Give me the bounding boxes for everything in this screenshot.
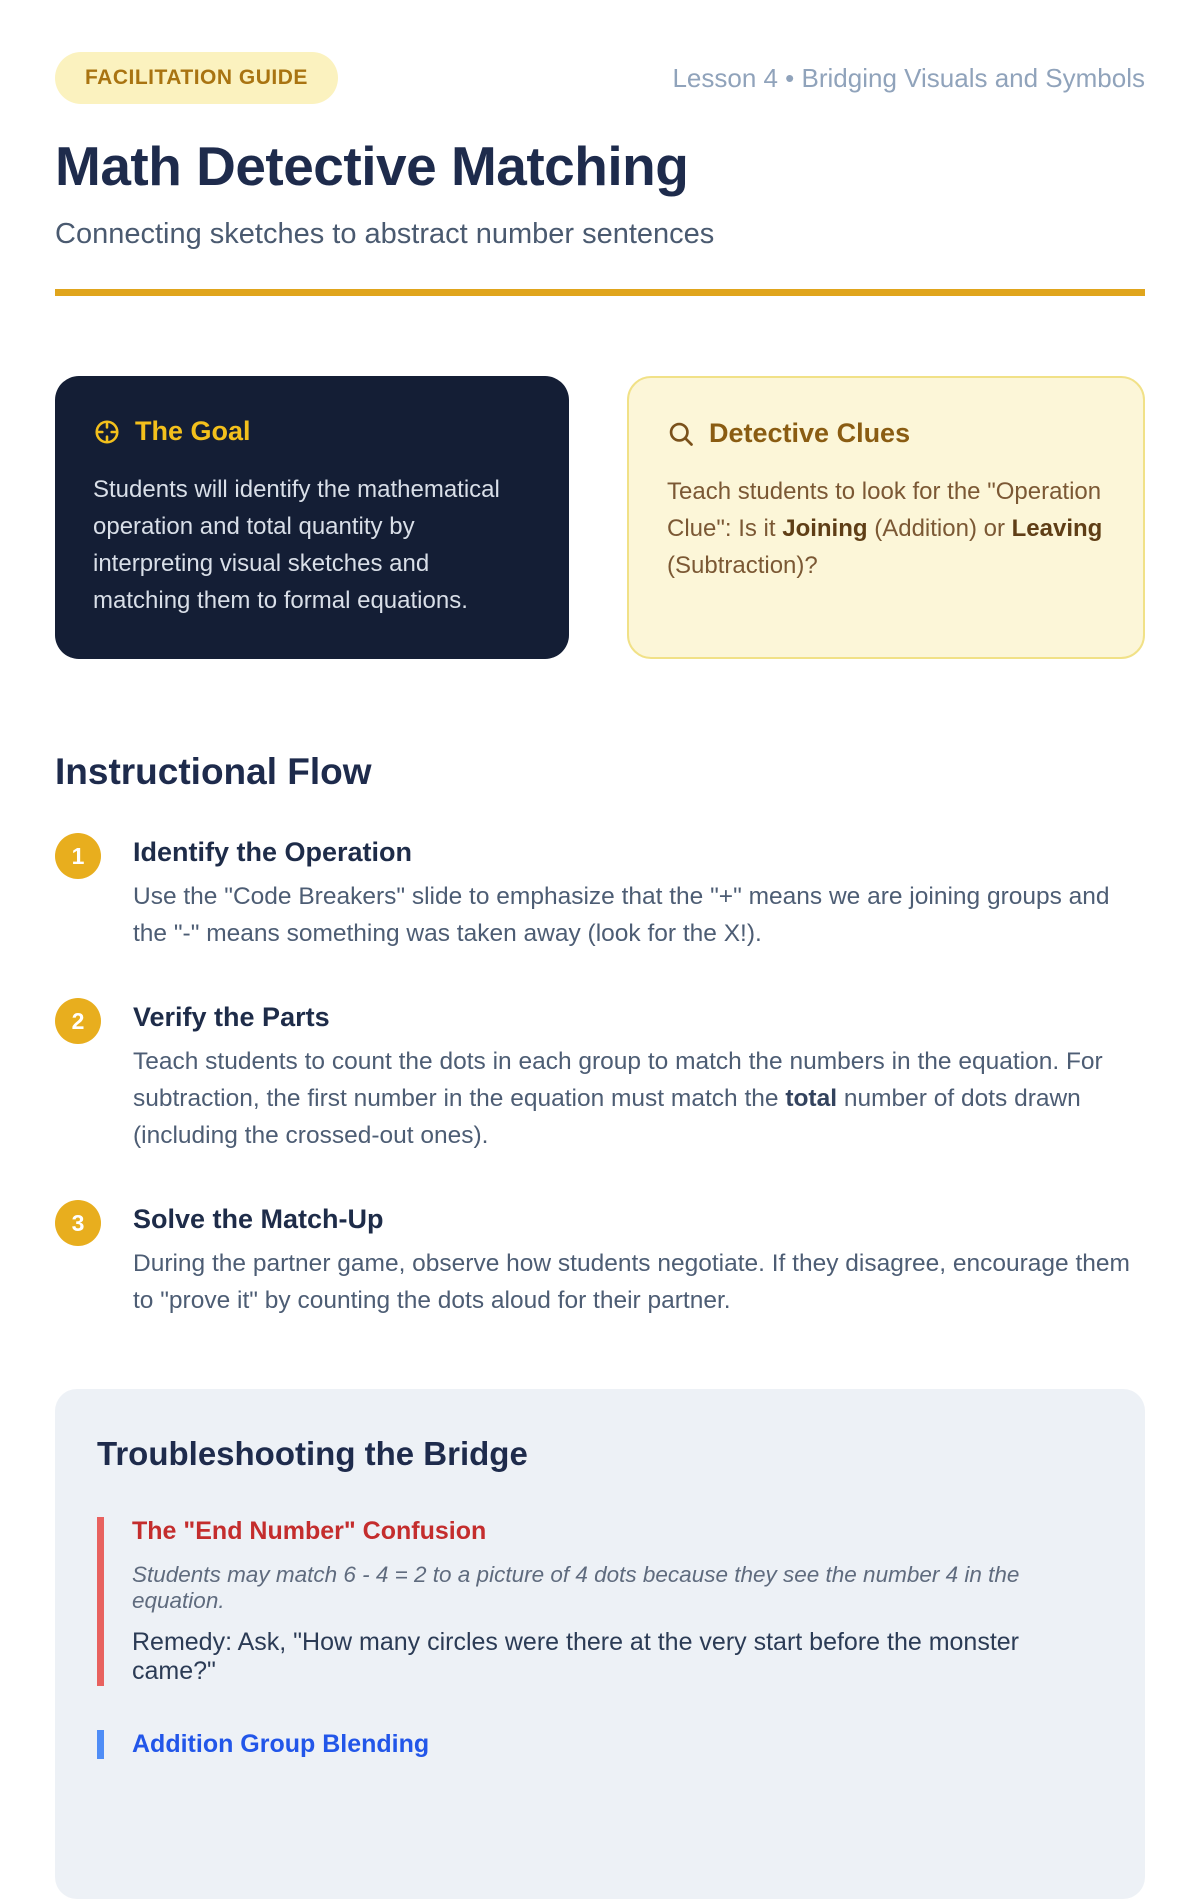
page-header	[55, 0, 1145, 104]
instructional-flow-heading: Instructional Flow	[55, 751, 372, 792]
issue-1-remedy: Remedy: Ask, "How many circles were there at the very start before the monster came?"	[132, 1628, 1019, 1685]
issue-1-description: Students may match 6 - 4 = 2 to a picture of 4 dots because they see the number 4 in the equation.	[132, 1562, 1020, 1613]
step-2-title: Verify the Parts	[133, 1002, 330, 1032]
page-subtitle: Connecting sketches to abstract number sentences	[55, 218, 715, 250]
step-3-body: During the partner game, observe how students negotiate. If they disagree, encourage them to "prove it" by counting the dots aloud for their partner.	[133, 1250, 1130, 1314]
goal-card-title: The Goal	[135, 416, 251, 446]
troubleshooting-card	[55, 1389, 1145, 1899]
instructional-steps	[55, 833, 1145, 1319]
goal-card-body: Students will identify the mathematical operation and total quantity by interpreting visual sketches and matching them to formal equations.	[93, 476, 500, 614]
step-2-bold-total: total	[785, 1085, 838, 1112]
clues-text-post: (Subtraction)?	[667, 552, 818, 579]
step-3	[55, 1200, 1145, 1319]
issue-1-title: The "End Number" Confusion	[132, 1517, 487, 1545]
clues-card	[627, 376, 1145, 659]
gold-divider	[55, 289, 1145, 296]
clues-card-title: Detective Clues	[709, 418, 911, 448]
troubleshooting-heading: Troubleshooting the Bridge	[97, 1435, 528, 1472]
step-2-text-pre: Teach students to count the dots in each group to match the numbers in the equation. For subtraction, the first number in the equation must match the	[133, 1048, 1103, 1112]
clues-bold-joining: Joining	[782, 515, 868, 542]
magnifier-icon	[667, 420, 695, 448]
goal-card-heading	[93, 416, 531, 447]
step-1-content	[133, 833, 1145, 952]
step-1-body: Use the "Code Breakers" slide to emphasize that the "+" means we are joining groups and the "-" means something was taken away (look for the X!).	[133, 883, 1110, 947]
guide-type-badge: FACILITATION GUIDE	[55, 52, 338, 104]
clues-text-pre: Teach students to look for the "Operation Clue": Is it	[667, 478, 1102, 542]
clues-card-body	[667, 473, 1105, 584]
step-2-body	[133, 1043, 1145, 1154]
step-3-number-badge: 3	[55, 1200, 101, 1246]
step-2-text-post: number of dots drawn (including the crossed-out ones).	[133, 1085, 1081, 1149]
lesson-breadcrumb: Lesson 4 • Bridging Visuals and Symbols	[672, 62, 1145, 93]
page-title: Math Detective Matching	[55, 135, 689, 197]
issue-end-number-confusion	[97, 1517, 1103, 1686]
step-1-title: Identify the Operation	[133, 837, 413, 867]
step-3-content	[133, 1200, 1145, 1319]
summary-cards	[55, 376, 1145, 659]
issue-2-title: Addition Group Blending	[132, 1730, 430, 1758]
step-2	[55, 998, 1145, 1154]
step-1-number-badge: 1	[55, 833, 101, 879]
step-3-title: Solve the Match-Up	[133, 1204, 384, 1234]
step-2-content	[133, 998, 1145, 1154]
clues-card-heading	[667, 418, 1105, 449]
step-2-number-badge: 2	[55, 998, 101, 1044]
clues-text-mid: (Addition) or	[867, 515, 1012, 542]
step-1	[55, 833, 1145, 952]
target-icon	[93, 418, 121, 446]
issue-addition-group-blending	[97, 1730, 1103, 1759]
goal-card	[55, 376, 569, 659]
clues-bold-leaving: Leaving	[1011, 515, 1103, 542]
